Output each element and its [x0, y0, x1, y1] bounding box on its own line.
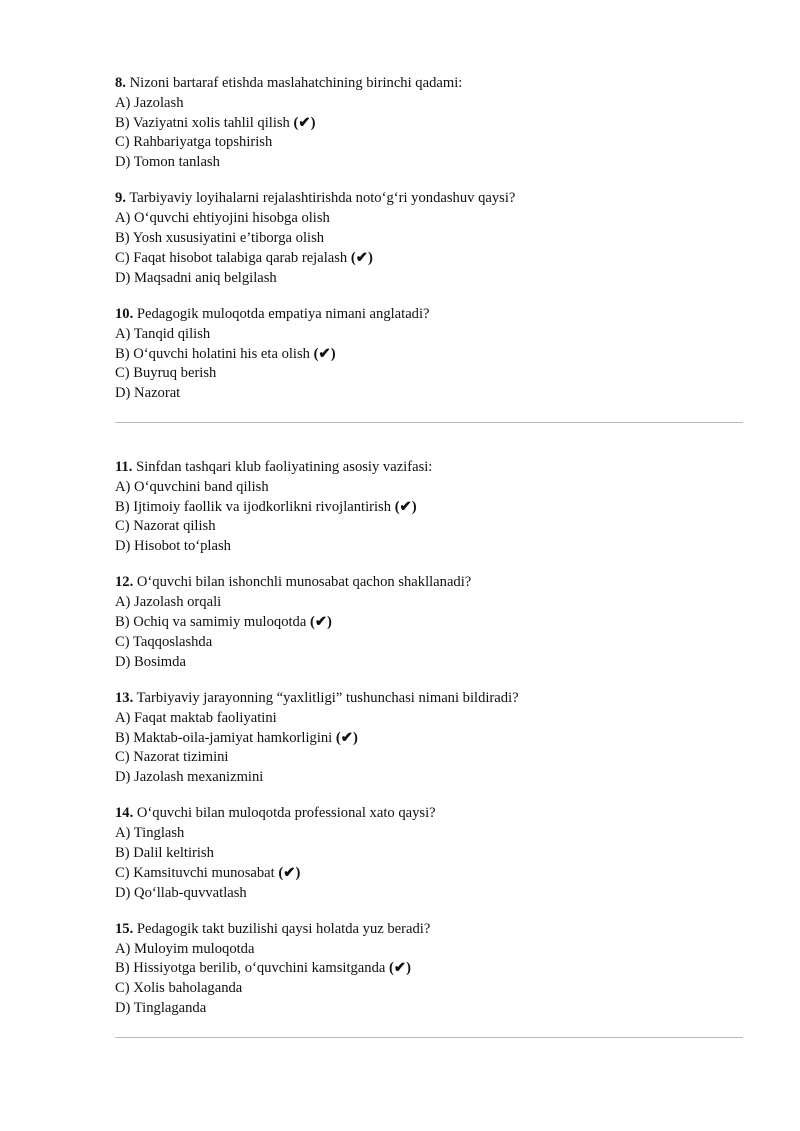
question-text: Sinfdan tashqari klub faoliyatining asosiy vazifasi:	[132, 458, 433, 475]
correct-mark: (✔)	[278, 864, 301, 881]
answer-option	[115, 709, 743, 729]
option-label: C) Buyruq berish	[115, 365, 217, 382]
option-label: C) Nazorat tizimini	[115, 749, 229, 766]
option-label: D) Jazolash mexanizmini	[115, 769, 264, 786]
question-number: 10.	[115, 305, 134, 322]
question-title	[115, 189, 743, 209]
answer-option	[115, 364, 743, 384]
question-text: O‘quvchi bilan ishonchli munosabat qachon shakllanadi?	[133, 574, 472, 591]
option-label: C) Xolis baholaganda	[115, 980, 243, 997]
answer-option	[115, 864, 743, 884]
option-label: A) Tinglash	[115, 825, 185, 842]
option-label: A) Muloyim muloqotda	[115, 940, 255, 957]
correct-mark: (✔)	[350, 249, 373, 266]
question-title	[115, 804, 743, 824]
answer-option	[115, 940, 743, 960]
question-number: 13.	[115, 689, 134, 706]
answer-option	[115, 593, 743, 613]
correct-mark: (✔)	[335, 729, 358, 746]
question-text: Nizoni bartaraf etishda maslahatchining birinchi qadami:	[125, 75, 463, 91]
question-number: 14.	[115, 805, 134, 822]
answer-option	[115, 498, 743, 518]
answer-option	[115, 384, 743, 404]
answer-option	[115, 729, 743, 749]
option-label: C) Kamsituvchi munosabat	[115, 864, 279, 881]
question-number: 12.	[115, 574, 134, 591]
answer-option	[115, 613, 743, 633]
option-label: B) Yosh xususiyatini e’tiborga olish	[115, 230, 325, 247]
option-label: A) Tanqid qilish	[115, 325, 211, 342]
question-title	[115, 74, 743, 94]
question-title	[115, 305, 743, 325]
question-text: O‘quvchi bilan muloqotda professional xato qaysi?	[133, 805, 436, 822]
question-text: Pedagogik takt buzilishi qaysi holatda yuz beradi?	[133, 920, 431, 937]
option-label: C) Taqqoslashda	[115, 633, 213, 650]
question-title	[115, 920, 743, 940]
section-divider	[115, 1037, 743, 1038]
answer-option	[115, 133, 743, 153]
correct-mark: (✔)	[389, 960, 411, 977]
answer-option	[115, 114, 743, 134]
option-label: C) Rahbariyatga topshirish	[115, 134, 273, 151]
option-label: A) Jazolash	[115, 94, 184, 111]
answer-option	[115, 884, 743, 904]
option-label: D) Tinglaganda	[115, 1000, 207, 1017]
answer-option	[115, 959, 743, 979]
answer-option	[115, 153, 743, 173]
answer-option	[115, 824, 743, 844]
option-label: B) Hissiyotga berilib, o‘quvchini kamsitganda	[115, 960, 389, 977]
answer-option	[115, 979, 743, 999]
question-block	[115, 689, 743, 788]
answer-option	[115, 844, 743, 864]
correct-mark: (✔)	[293, 114, 316, 131]
question-block	[115, 458, 743, 557]
question-number: 11.	[115, 458, 133, 475]
answer-option	[115, 537, 743, 557]
answer-option	[115, 94, 743, 114]
correct-mark: (✔)	[394, 498, 417, 515]
question-text: Pedagogik muloqotda empatiya nimani anglatadi?	[133, 305, 430, 322]
answer-option	[115, 478, 743, 498]
answer-option	[115, 345, 743, 365]
option-label: A) Jazolash orqali	[115, 594, 222, 611]
question-title	[115, 573, 743, 593]
question-text: Tarbiyaviy loyihalarni rejalashtirishda noto‘g‘ri yondashuv qaysi?	[125, 190, 516, 207]
section-divider	[115, 422, 743, 423]
question-number: 9.	[115, 190, 126, 207]
answer-option	[115, 517, 743, 537]
option-label: B) Ochiq va samimiy muloqotda	[115, 614, 310, 631]
correct-mark: (✔)	[309, 614, 332, 631]
option-label: C) Faqat hisobot talabiga qarab rejalash	[115, 249, 351, 266]
question-title	[115, 458, 743, 478]
answer-option	[115, 999, 743, 1019]
question-block	[115, 920, 743, 1019]
question-text: Tarbiyaviy jarayonning “yaxlitligi” tushunchasi nimani bildiradi?	[133, 689, 519, 706]
question-block	[115, 74, 743, 173]
option-label: B) Dalil keltirish	[115, 845, 214, 861]
answer-option	[115, 269, 743, 289]
answer-option	[115, 748, 743, 768]
question-block	[115, 573, 743, 672]
option-label: A) Faqat maktab faoliyatini	[115, 709, 277, 726]
option-label: B) Vaziyatni xolis tahlil qilish	[115, 114, 294, 131]
option-label: D) Tomon tanlash	[115, 154, 220, 171]
question-block	[115, 189, 743, 288]
question-block	[115, 804, 743, 903]
answer-option	[115, 209, 743, 229]
question-title	[115, 689, 743, 709]
option-label: A) O‘quvchini band qilish	[115, 478, 269, 495]
option-label: A) O‘quvchi ehtiyojini hisobga olish	[115, 210, 330, 227]
question-block	[115, 305, 743, 404]
question-number: 8.	[115, 75, 126, 91]
option-label: D) Qo‘llab-quvvatlash	[115, 884, 247, 901]
option-label: B) Ijtimoiy faollik va ijodkorlikni rivojlantirish	[115, 498, 395, 515]
answer-option	[115, 653, 743, 673]
option-label: D) Maqsadni aniq belgilash	[115, 269, 277, 286]
correct-mark: (✔)	[313, 345, 336, 362]
option-label: B) Maktab-oila-jamiyat hamkorligini	[115, 729, 336, 746]
answer-option	[115, 325, 743, 345]
document-page	[115, 74, 743, 1038]
option-label: C) Nazorat qilish	[115, 518, 216, 535]
option-label: D) Bosimda	[115, 653, 186, 670]
answer-option	[115, 229, 743, 249]
question-number: 15.	[115, 920, 134, 937]
answer-option	[115, 768, 743, 788]
answer-option	[115, 249, 743, 269]
option-label: D) Nazorat	[115, 385, 181, 402]
option-label: D) Hisobot to‘plash	[115, 538, 231, 555]
option-label: B) O‘quvchi holatini his eta olish	[115, 345, 314, 362]
answer-option	[115, 633, 743, 653]
